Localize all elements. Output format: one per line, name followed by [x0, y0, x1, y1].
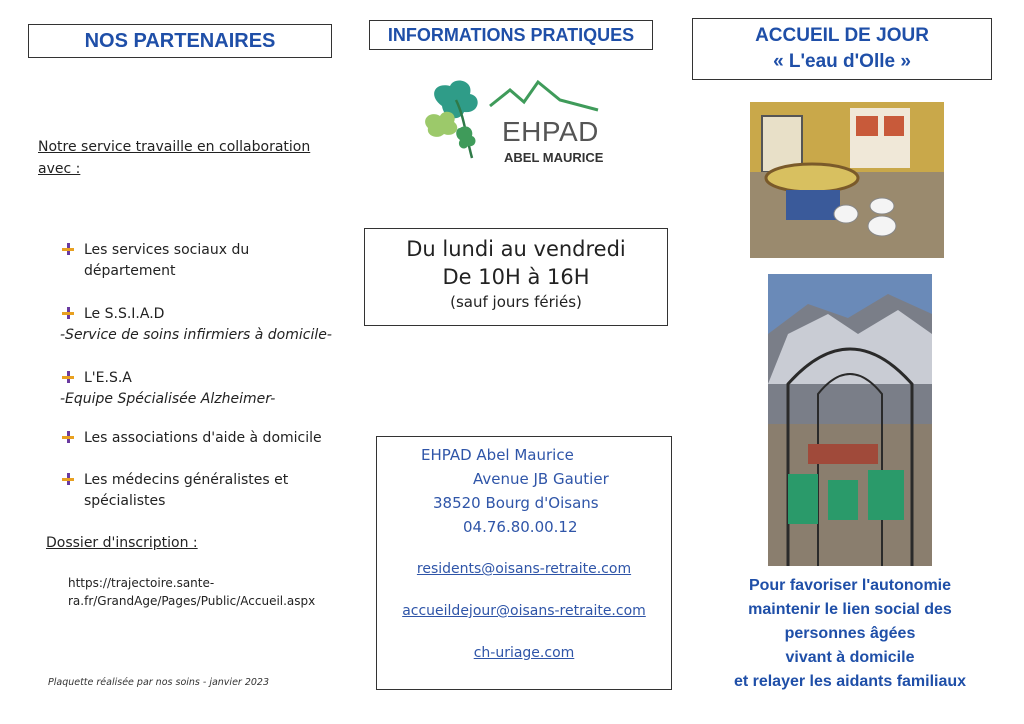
day-care-title-line2: « L'eau d'Olle » [773, 51, 911, 72]
logo-name: EHPAD [502, 116, 599, 147]
bullet-cross-icon [62, 473, 74, 485]
contact-street: Avenue JB Gautier [473, 470, 609, 488]
list-item: L'E.S.A -Equipe Spécialisée Alzheimer- [60, 370, 276, 407]
info-title: INFORMATIONS PRATIQUES [369, 20, 653, 50]
hours-note: (sauf jours fériés) [450, 293, 582, 311]
partners-title: NOS PARTENAIRES [28, 24, 332, 58]
intro-text: Notre service travaille en collaboration avec : [38, 139, 311, 177]
contact-phone[interactable]: 04.76.80.00.12 [463, 518, 578, 536]
day-care-title-line1: ACCUEIL DE JOUR [755, 25, 929, 46]
registration-url[interactable]: https://trajectoire.sante-ra.fr/GrandAge/Pages/Public/Accueil.aspx [68, 576, 316, 608]
dossier-label: Dossier d'inscription : [46, 535, 198, 551]
footer-note: Plaquette réalisée par nos soins - janvier 2023 [48, 677, 270, 688]
email-residents-link[interactable]: residents@oisans-retraite.com [416, 561, 632, 577]
website-link[interactable]: ch-uriage.com [473, 645, 575, 661]
activities-photo [750, 102, 944, 258]
hours-time: De 10H à 16H [442, 265, 590, 289]
bullet-cross-icon [62, 243, 74, 255]
contact-box [376, 436, 672, 690]
list-item: Le S.S.I.A.D -Service de soins infirmiers à domicile- [60, 306, 332, 343]
slogan: Pour favoriser l'autonomie maintenir le lien social des personnes âgées vivant à domicile et relayer les aidants familiaux [733, 577, 967, 690]
day-care-title [692, 18, 992, 80]
logo-subtitle: ABEL MAURICE [504, 150, 604, 165]
hours-days: Du lundi au vendredi [406, 237, 626, 261]
list-item: Les associations d'aide à domicile [62, 428, 352, 449]
opening-hours [364, 228, 668, 326]
contact-city: 38520 Bourg d'Oisans [433, 494, 599, 512]
list-item: Les médecins généralistes et spécialistes [62, 470, 352, 512]
list-item: Les services sociaux du département [62, 240, 352, 282]
terrace-photo [768, 274, 932, 566]
bullet-cross-icon [62, 307, 74, 319]
email-day-care-link[interactable]: accueildejour@oisans-retraite.com [402, 603, 646, 619]
contact-name: EHPAD Abel Maurice [421, 446, 574, 464]
bullet-cross-icon [62, 431, 74, 443]
bullet-cross-icon [62, 371, 74, 383]
